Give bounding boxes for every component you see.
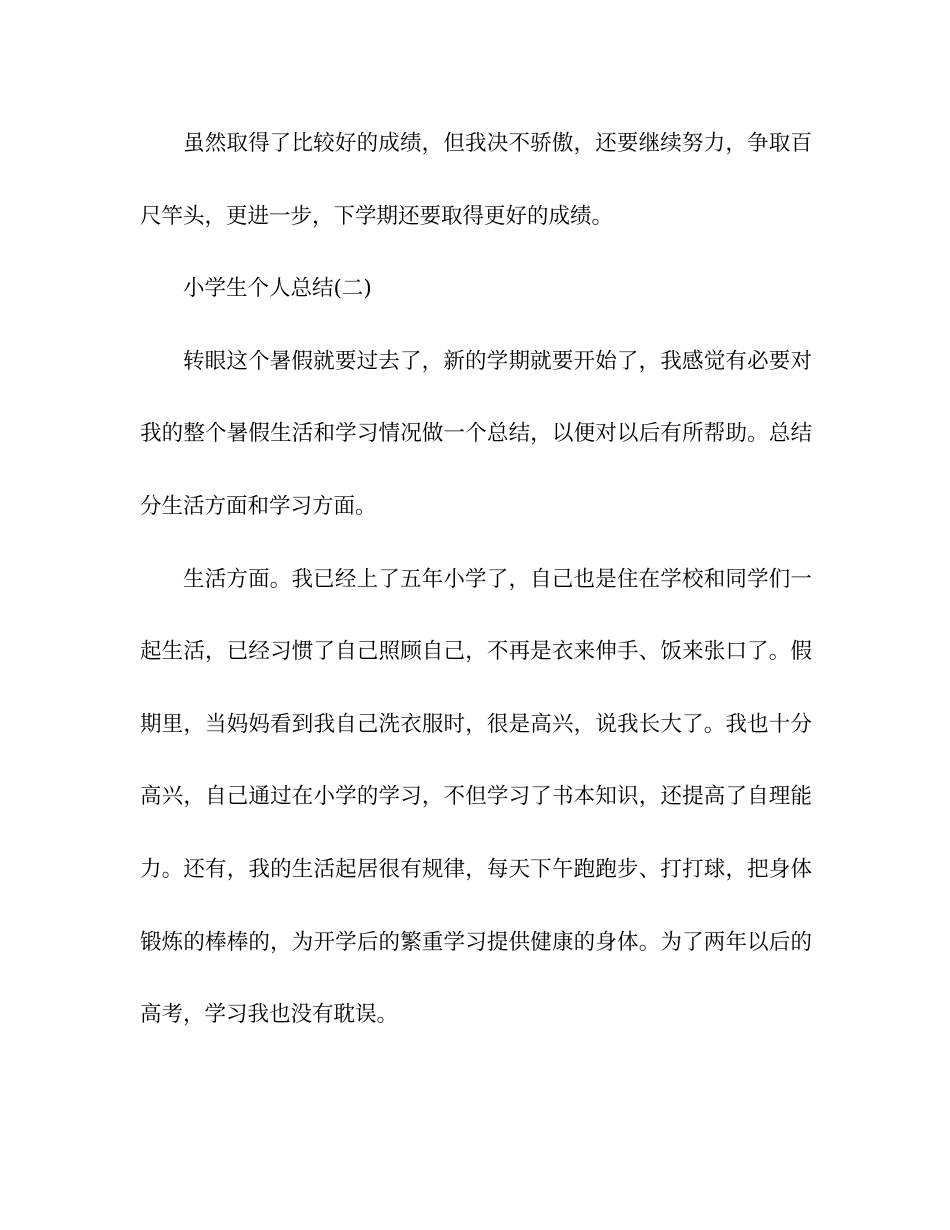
- paragraph-line: 尺竿头，更进一步，下学期还要取得更好的成绩。: [140, 203, 614, 229]
- paragraph-line: 虽然取得了比较好的成绩，但我决不骄傲，还要继续努力，争取百: [183, 131, 812, 156]
- section-heading: 小学生个人总结(二): [183, 276, 372, 302]
- paragraph-line: 分生活方面和学习方面。: [140, 493, 377, 519]
- paragraph-line: 高考，学习我也没有耽误。: [140, 1002, 399, 1028]
- paragraph-line: 锻炼的棒棒的，为开学后的繁重学习提供健康的身体。为了两年以后的: [140, 929, 812, 955]
- paragraph-line: 力。还有，我的生活起居很有规律，每天下午跑跑步、打打球，把身体: [140, 856, 812, 882]
- paragraph-line: 转眼这个暑假就要过去了，新的学期就要开始了，我感觉有必要对: [183, 348, 812, 374]
- paragraph-line: 起生活，已经习惯了自己照顾自己，不再是衣来伸手、饭来张口了。假: [140, 639, 812, 665]
- document-body: [140, 122, 812, 1066]
- paragraph-line: 我的整个暑假生活和学习情况做一个总结，以便对以后有所帮助。总结: [140, 421, 812, 447]
- paragraph-line: 高兴，自己通过在小学的学习，不但学习了书本知识，还提高了自理能: [140, 784, 812, 810]
- paragraph-line: 生活方面。我已经上了五年小学了，自己也是住在学校和同学们一: [183, 566, 812, 592]
- paragraph-line: 期里，当妈妈看到我自己洗衣服时，很是高兴，说我长大了。我也十分: [140, 711, 812, 737]
